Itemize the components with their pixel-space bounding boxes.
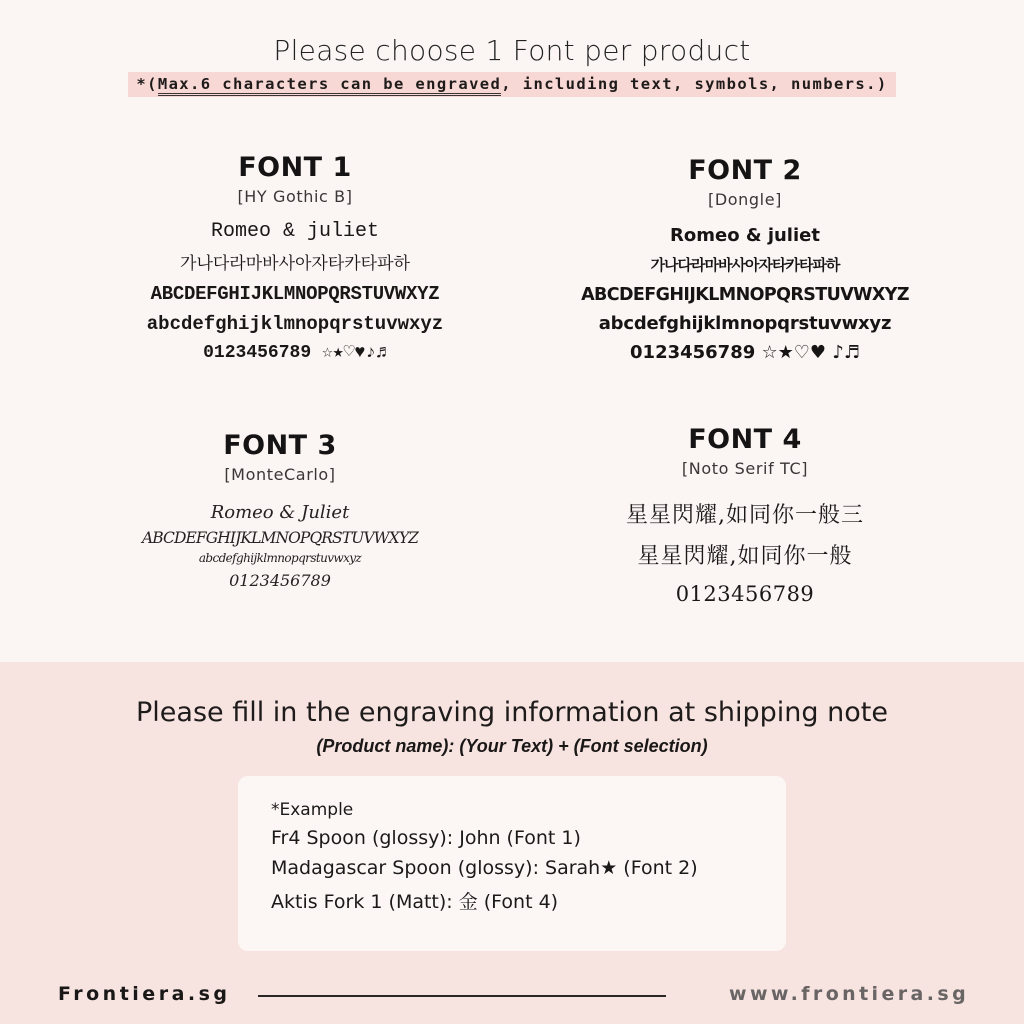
font-2-sample-name: Romeo & juliet <box>670 225 820 246</box>
engraving-heading: Please fill in the engraving information at shipping note <box>136 697 888 728</box>
example-box <box>238 776 786 951</box>
brand-name: Frontiera.sg <box>58 983 231 1005</box>
font-2-block <box>540 155 950 363</box>
notice-prefix: *( <box>136 75 158 93</box>
font-4-title: FONT 4 <box>688 424 802 455</box>
font-3-title: FONT 3 <box>223 430 337 461</box>
font-4-name: [Noto Serif TC] <box>681 459 809 478</box>
font-4-sample-chinese: 星星閃耀,如同你一般 <box>637 544 853 569</box>
font-3-block <box>60 430 500 590</box>
footer-divider <box>258 995 666 997</box>
font-1-sample-name: Romeo & juliet <box>210 220 380 243</box>
font-1-sample-numbers-symbols: 0123456789 ☆★♡♥♪♬ <box>203 343 387 363</box>
notice-suffix: , including text, symbols, numbers.) <box>501 75 888 93</box>
font-2-sample-lowercase: abcdefghijklmnopqrstuvwxyz <box>598 313 892 334</box>
website-url: www.frontiera.sg <box>729 983 970 1005</box>
example-label: *Example <box>271 800 354 820</box>
font-4-block <box>565 424 925 606</box>
font-3-sample-lowercase: abcdefghijklmnopqrstuvwxyz <box>198 551 362 565</box>
character-limit-notice <box>0 72 1024 97</box>
font-3-sample-uppercase: ABCDEFGHIJKLMNOPQRSTUVWXYZ <box>141 529 419 547</box>
font-2-sample-korean: 가나다라마바사아자타카타파하 <box>650 256 840 274</box>
example-line: Fr4 Spoon (glossy): John (Font 1) <box>271 827 581 849</box>
font-3-sample-name: Romeo & Juliet <box>210 502 350 523</box>
font-1-title: FONT 1 <box>238 152 352 183</box>
page-title: Please choose 1 Font per product <box>273 34 751 67</box>
engraving-format: (Product name): (Your Text) + (Font selection) <box>316 736 708 756</box>
notice-highlight <box>128 72 895 97</box>
font-1-name: [HY Gothic B] <box>237 187 353 206</box>
font-4-sample-chinese-long: 星星閃耀,如同你一般三 <box>626 503 864 528</box>
font-1-sample-lowercase: abcdefghijklmnopqrstuvwxyz <box>146 313 444 335</box>
font-1-sample-korean: 가나다라마바사아자타카타파하 <box>180 256 410 275</box>
font-1-block <box>60 152 530 363</box>
font-3-sample-numbers: 0123456789 <box>229 571 331 590</box>
font-2-title: FONT 2 <box>688 155 802 186</box>
font-2-sample-uppercase: ABCDEFGHIJKLMNOPQRSTUVWXYZ <box>581 285 909 305</box>
font-2-sample-numbers-symbols: 0123456789 ☆★♡♥ ♪♬ <box>630 342 860 363</box>
font-3-name: [MonteCarlo] <box>224 465 336 484</box>
font-2-name: [Dongle] <box>708 190 782 209</box>
font-1-sample-uppercase: ABCDEFGHIJKLMNOPQRSTUVWXYZ <box>150 283 440 305</box>
font-4-sample-numbers: 0123456789 <box>675 582 815 606</box>
example-line: Madagascar Spoon (glossy): Sarah★ (Font 2) <box>271 857 698 879</box>
example-line: Aktis Fork 1 (Matt): 金 (Font 4) <box>271 891 559 913</box>
notice-underlined-text: Max.6 characters can be engraved <box>158 75 501 96</box>
